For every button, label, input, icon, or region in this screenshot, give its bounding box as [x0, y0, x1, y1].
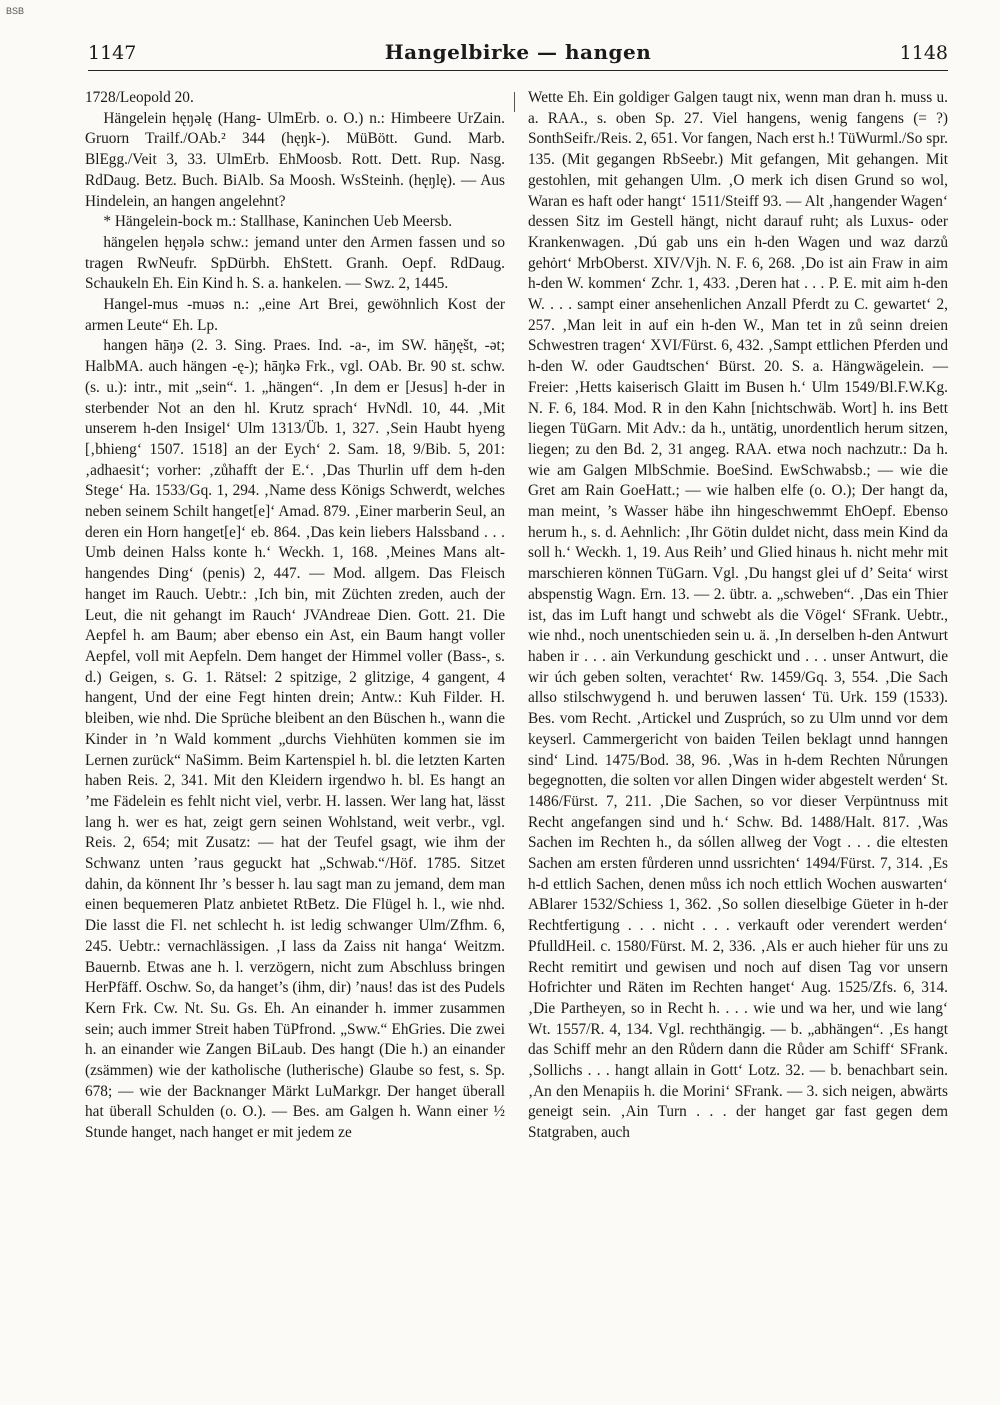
library-stamp: BSB	[6, 6, 25, 16]
continuation-line: 1728/Leopold 20.	[85, 89, 194, 106]
entry-haengelein: Hängelein hęŋəlę (Hang- UlmErb. o. O.) n.: Himbeere UrZain. Gruorn Trailf./OAb.² 344 (hęŋk-). MüBött. Gund. Marb. BlEgg./Veit 3, 33. UlmErb. EhMoosb. Rott. Dett. Rup. Nasg. RdDaug. Betz. Buch. BiAlb. Sa Moosh. WsSteinh. (hęŋlę). — Aus Hindelein, an hangen angelehnt?	[85, 109, 505, 210]
page-number-left: 1147	[88, 42, 137, 64]
entry-hangen: hangen hāŋə (2. 3. Sing. Praes. Ind. -a-, im SW. hāŋęšt, -ət; HalbMA. auch hängen -ę-); hāŋkə Frk., vgl. OAb. Br. 90 st. schw. (s. u.): intr., mit „sein“. 1. „hängen“. ‚In dem er [Jesus] h-der in sterbender Not an den hl. Krutz sprach‘ HvNdl. 10, 44. ‚Mit unserem h-den Insigel‘ Ulm 1313/Üb. 1, 327. ‚Sein Haubt hyeng [‚bhieng‘ 1507. 1518] an der Eych‘ 2. Sam. 18, 9/Bib. 5, 201: ‚adhaesit‘; vorher: ‚zůhafft der E.‘. ‚Das Thurlin uff dem h-den Stege‘ Ha. 1533/Gq. 1, 294. ‚Name dess Königs Schwerdt, welches neben seinem Schilt hanget[e]‘ Amad. 879. ‚Einer marberin Seul, an deren ein Horn hanget[e]‘ eb. 864. ‚Das kein liebers Halssband . . . Umb deinen Halss konte h.‘ Weckh. 1, 168. ‚Meines Mans alt-hangendes Ding‘ (penis) 2, 447. — Mod. allgem. Das Fleisch hanget im Rauch. Uebtr.: ‚Ich bin, mit Züchten zreden, auch der Leut, die nit gehangt im Rauch‘ JVAndreae Dien. Gott. 21. Die Aepfel h. am Baum; aber ebenso ein Ast, ein Baum hangt voller Aepfel, voll mit Aepfeln. Dem hanget der Himmel voller (Bass-, s. d.) Geigen, s. G. 1. Rätsel: 2 spitzige, 2 glitzige, 4 gangent, 4 hangent, Und der eine Fegt hinten drein; Antw.: Kuh Filder. H. bleiben, wie nhd. Die Sprüche bleibent an den Büschen h., wann die Kinder in ’n Wald komment „durchs Viehhüten kommen sie im Lernen zurück“ NaSimm. Beim Kartenspiel h. bl. die letzten Karten haben Reis. 2, 341. Mit den Kleidern irgendwo h. bl. Es hangt an ’me Fädelein es fehlt nicht viel, verbr. H. lassen. Wer lang hat, lässt lang h. wer es hat, zeigt gern seinen Wohlstand, weit verbr., vgl. Reis. 2, 654; mit Zusatz: — hat der Teufel gsagt, wie ihm der Schwanz unten ’raus geguckt hat „Schwab.“/Höf. 1785. Sitzet dahin, da könnent Ihr ’s besser h. lau sagt man zu jemand, dem man einen bequemeren Platz anbietet RtBetz. Die Flügel h. l., wie nhd. Die lasst die Fl. net schlecht h. ist ledig schwanger Ulm/Zfhm. 6, 245. Uebtr.: vernachlässigen. ‚I lass da Zaiss nit hanga‘ Weitzm. Bauernb. Etwas ane h. l. verzögern, nicht zum Abschluss bringen HerPfäff. Oschw. So, da hanget’s (ihm, dir) ’naus! das ist des Pudels Kern Frk. Cw. Nt. Su. Gs. Eh. An einander h. immer zusammen sein; auch immer Streit haben TüPfrond. „Sww.“ EhGries. Die zwei h. an einander wie Zangen BiLaub. Des hangt (Die h.) an einander (zsämmen) wie der katholische (lutherische) Glaube so fest, s. Sp. 678; — wie der Backnanger Märkt LuMarkgr. Der hanget überall hat überall Schulden (o. O.). — Bes. am Galgen h. Wann einer ½ Stunde hanget, nach hanget er mit jedem ze	[85, 337, 505, 1142]
entry-hangel-mus: Hangel-mus -muəs n.: „eine Art Brei, gewöhnlich Kost der armen Leute“ Eh. Lp.	[85, 296, 505, 334]
running-title: Hangelbirke — hangen	[384, 40, 652, 64]
page-number-right: 1148	[899, 42, 948, 64]
column-divider	[514, 92, 515, 112]
left-column	[85, 88, 505, 1144]
page-header	[88, 36, 948, 71]
entry-hangen-continued: Wette Eh. Ein goldiger Galgen taugt nix, wenn man dran h. muss u. a. RAA., s. oben Sp. 27. Viel hangens, wenig fangens (= ?) SonthSeifr./Reis. 2, 651. Vor fangen, Nach erst h.! TüWurml./So spr. 135. (Mit gegangen RbSeebr.) Mit gefangen, Mit gehangen. Mit gestohlen, mit gehangen Ulm. ‚O merk ich disen Grund so wol, Waran es haft oder hangt‘ 1511/Steiff 93. — Alt ‚hangender Wagen‘ dessen Sitz im Gestell hängt, nicht darauf ruht; als Luxus- oder Krankenwagen. ‚Dú gab uns ein h-den Wagen und waz darzů gehȯrt‘ MrbOberst. XIV/Vjh. N. F. 6, 268. ‚Do ist ain Fraw in aim h-den W. kommen‘ Zchr. 1, 433. ‚Deren hat . . . P. E. mit aim h-den W. . . . sampt einer ansehenlichen Anzall Pferdt zu C. gewartet‘ 2, 257. ‚Man leit in auf ein h-den W., Man tet in zů seinn dreien Schwestren tragen‘ XVI/Fürst. 6, 432. ‚Sampt ettlichen Pferden und h-den W. oder Gaudtschen‘ Bürst. 20. S. a. Hängwägelein. — Freier: ‚Hetts kaiserisch Glaitt im Busen h.‘ Ulm 1549/Bl.F.W.Kg. N. F. 6, 184. Mod. R in den Kahn [nichtschwäb. Wort] h. ins Bett liegen TüGarn. Mit Adv.: da h., untätig, unordentlich herum sitzen, liegen; zu den Bd. 2, 31 angeg. RAA. etwa noch nachzutr.: Da h. wie am Galgen MlbSchmie. BoeSind. EwSchwabsb.; — wie die Gret am Rain GoeHatt.; — wie halben elfe (o. O.); Der hangt da, man meint, ’s Wasser häbe ihn hingeschwemmt EhOepf. Ebenso herum h., s. d. Aehnlich: ‚Ihr Götin duldet nicht, dass mein Kind da soll h.‘ Weckh. 1, 19. Aus Reih’ und Glied hinaus h. nicht mehr mit marschieren können TüGarn. Vgl. ‚Du hangst glei uf d’ Seita‘ wirst abspenstig Wagn. Ern. 13. — 2. übtr. a. „schweben“. ‚Das ein Thier ist, das im Luft hangt und schwebt als die Vögel‘ SFrank. Uebtr., wie nhd., noch unentschieden sein u. ä. ‚In derselben h-den Antwurt haben ir . . . ain Verkundung geschickt und . . . unser Antwurt, die wir úch geben solten, verachtet‘ Rw. 1459/Gq. 3, 554. ‚Die Sach allso stilschwygend h. und beruwen lassen‘ Tü. Urk. 159 (1533). Bes. vom Recht. ‚Artickel und Zusprúch, so zu Ulm unnd vor dem keyserl. Cammergericht von baiden Teilen beklagt unnd hanngen sind‘ Lind. 1475/Bod. 38, 96. ‚Was in h-dem Rechten Nůrungen begegnotten, die solten vor allen Dingen wider abgestelt werden‘ St. 1486/Fürst. 7, 211. ‚Die Sachen, so vor dieser Verpüntnuss mit Recht angefangen sind und h.‘ Schw. Bd. 1488/Halt. 817. ‚Was Sachen im Rechten h., da sóllen allweg der Vogt . . . die eltesten Sachen am ersten fůrderen unnd ussrichten‘ 1494/Fürst. 7, 314. ‚Es h-d ettlich Sachen, denen můss ich noch ettlich Wochen auswarten‘ ABlarer 1532/Schiess 1, 362. ‚So sollen dieselbige Güeter in h-der Rechtfertigung . . . nicht . . . verkauft oder verendert werden‘ PfulldHeil. c. 1580/Fürst. M. 2, 336. ‚Als er auch hieher für uns zu Recht remitirt und gewisen und noch auf disen Tag vor unsern Hofrichter und Räten im Rechten hanget‘ Aug. 1525/Zfs. 6, 314. ‚Die Partheyen, so in Recht h. . . . wie und wa her, und wie lang‘ Wt. 1557/R. 4, 134. Vgl. rechthängig. — b. „abhängen“. ‚Es hangt das Schiff mehr an den Růdern dann die Růder am Schiff‘ SFrank. ‚Sollichs . . . hangt allain in Gott‘ Lotz. 32. — b. benachbart sein. ‚An den Menapiis h. die Morini‘ SFrank. — 3. sich neigen, abwärts geneigt sein. ‚Ain Turn . . . der hanget gar fast gegen dem Statgraben, auch	[528, 89, 948, 1142]
entry-haengelen: hängelen hęŋələ schw.: jemand unter den Armen fassen und so tragen RwNeufr. SpDürbh. EhStett. Granh. Oepf. RdDaug. Schaukeln Eh. Ein Kind h. S. a. hankelen. — Swz. 2, 1445.	[85, 233, 505, 293]
entry-haengelein-bock: * Hängelein-bock m.: Stallhase, Kaninchen Ueb Meersb.	[103, 213, 453, 231]
right-column	[528, 88, 948, 1144]
